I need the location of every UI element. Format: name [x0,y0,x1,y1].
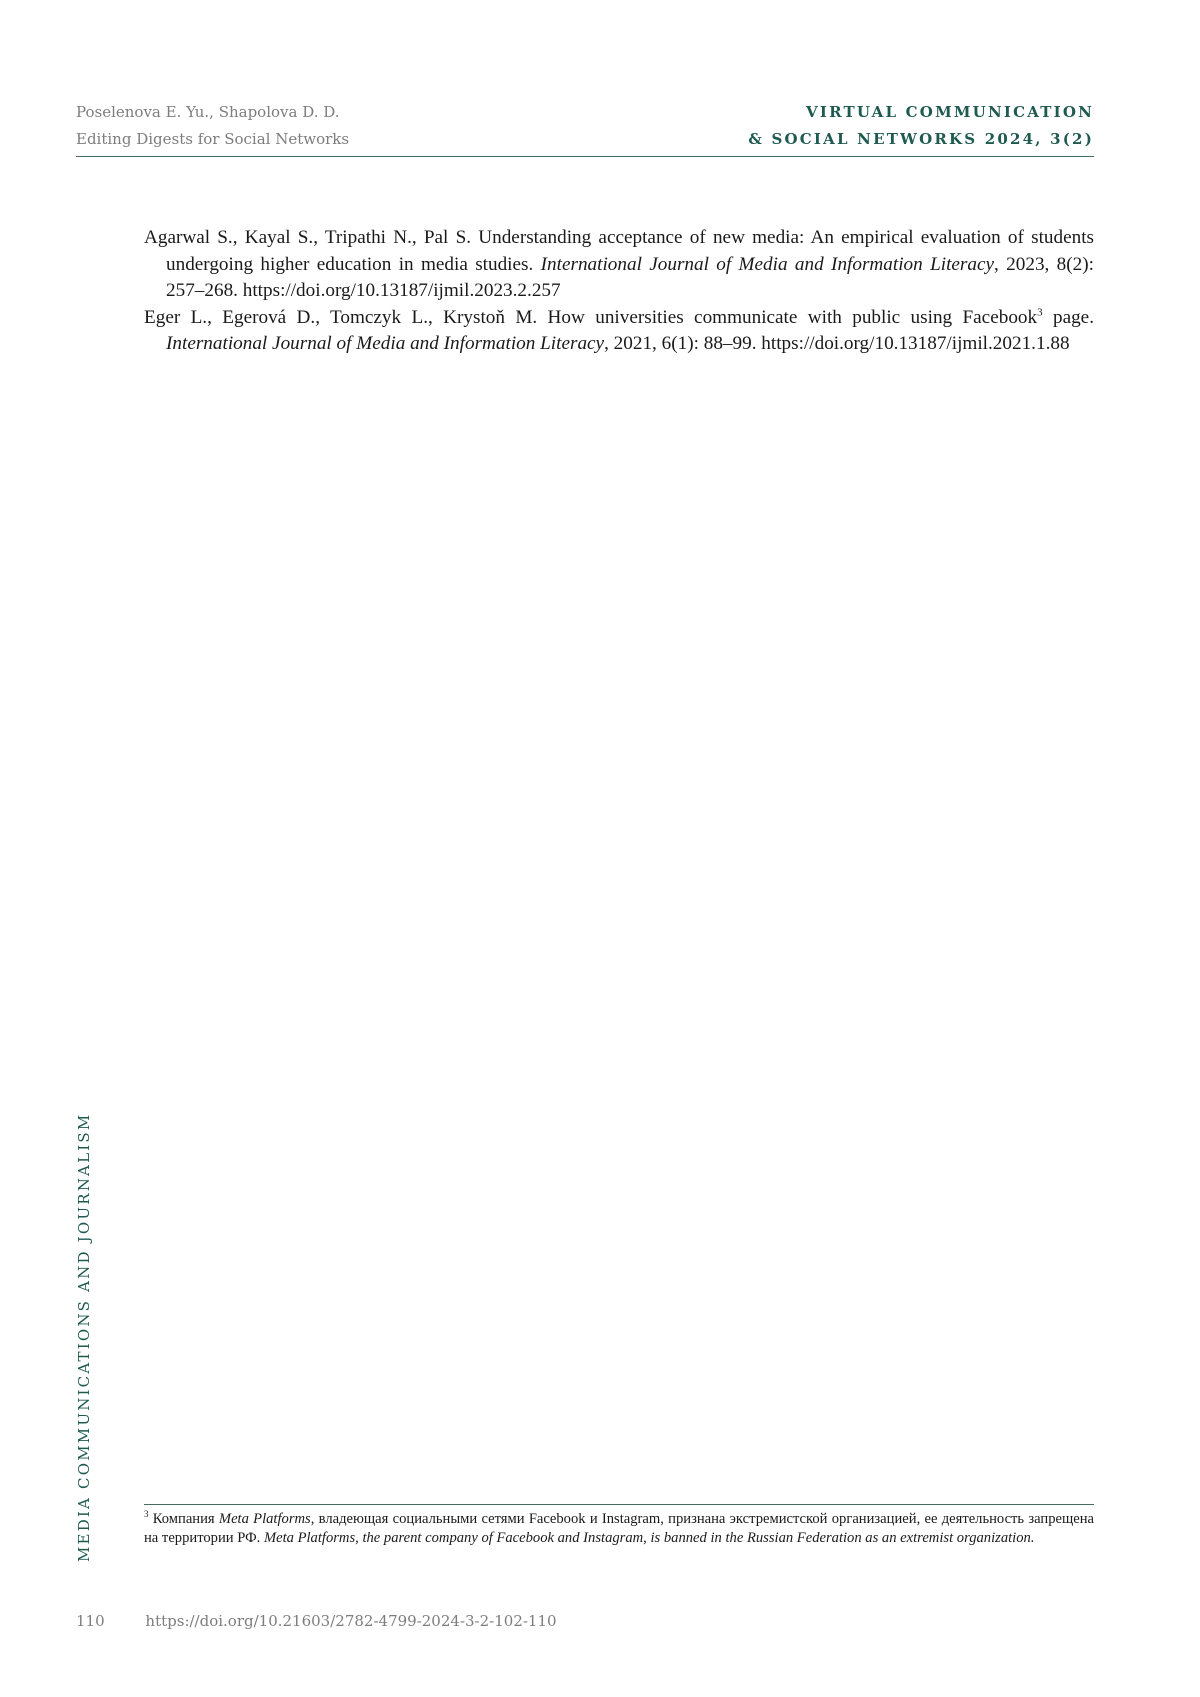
reference-title-end: page. [1042,306,1094,328]
footnote-marker: 3 [1037,306,1043,319]
reference-authors-title: Agarwal S., Kayal S., Tripathi N., Pal S. Understanding acceptance of new media: An empirical evaluation of students undergoing higher education in media studies. [144,227,1094,275]
footnote-ru-prefix: Компания [148,1511,219,1527]
reference-journal: International Journal of Media and Information Literacy [540,253,995,275]
reference-item [144,225,1094,305]
footnote-divider [144,1504,1094,1505]
page-number: 110 [76,1612,105,1630]
header-authors: Poselenova E. Yu., Shapolova D. D. [76,103,340,121]
reference-authors-title: Eger L., Egerová D., Tomczyk L., Krystoň M. How universities communicate with public using Facebook [144,306,1038,328]
page-footer [76,1612,557,1630]
footnote-company-name: Meta Platforms [218,1511,311,1527]
footnote [144,1510,1094,1548]
header-divider [76,156,1094,157]
reference-journal: International Journal of Media and Information Literacy [166,333,605,354]
reference-details: , 2023, 8(2): 257–268. https://doi.org/10.13187/ijmil.2023.2.257 [166,253,1094,301]
header-article-title: Editing Digests for Social Networks [76,130,350,148]
side-section-label: MEDIA COMMUNICATIONS AND JOURNALISM [75,1112,93,1562]
reference-item [144,305,1094,358]
footnote-number: 3 [144,1509,149,1520]
footnote-ru-text: , владеющая социальными сетями Facebook и Instagram, признана экстремистской организацией, ее деятельность запрещена на территории РФ. [144,1511,1094,1546]
running-header-left [76,99,349,153]
reference-details: , 2021, 6(1): 88–99. https://doi.org/10.13187/ijmil.2021.1.88 [604,333,1070,354]
footnote-en-text: Meta Platforms, the parent company of Facebook and Instagram, is banned in the Russian Federation as an extremist organization. [263,1530,1035,1546]
journal-name-line1: VIRTUAL COMMUNICATION [806,103,1094,121]
article-doi: https://doi.org/10.21603/2782-4799-2024-3-2-102-110 [145,1612,557,1630]
running-header-journal [748,99,1094,153]
journal-name-line2: & SOCIAL NETWORKS 2024, 3(2) [748,130,1094,148]
reference-list [144,225,1094,358]
